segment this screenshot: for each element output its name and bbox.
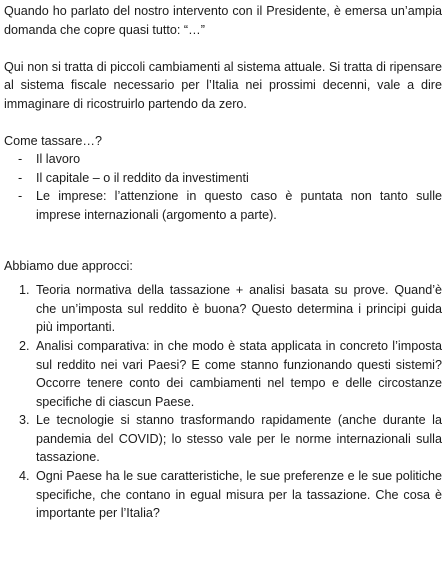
- list-item: [4, 337, 442, 411]
- list-item-text: Ogni Paese ha le sue caratteristiche, le sue preferenze e le sue politiche specifiche, che contano in egual misura per la tassazione. Che cosa è importante per l’Italia?: [36, 469, 442, 521]
- list-item-text: Le imprese: l’attenzione in questo caso è puntata non tanto sulle imprese internazionali (argomento a parte).: [36, 189, 442, 222]
- list-item-text: Teoria normativa della tassazione + analisi basata su prove. Quand’è che un’imposta sul reddito è buona? Questo determina i principi guida più importanti.: [36, 283, 442, 335]
- spacer: [4, 225, 442, 241]
- list-item-text: Il capitale – o il reddito da investimenti: [36, 170, 249, 185]
- dash-bullet-icon: -: [18, 189, 23, 204]
- list-number: 4.: [19, 469, 30, 484]
- list-item-text: Il lavoro: [36, 152, 81, 167]
- spacer: [4, 39, 442, 58]
- list-item: [4, 281, 442, 337]
- spacer: [4, 114, 442, 132]
- list-item: [4, 169, 442, 188]
- list-item-text: Le tecnologie si stanno trasformando rapidamente (anche durante la pandemia del COVID); lo stesso vale per le norme internazionali sulla tassazione.: [36, 413, 442, 465]
- document-page: [4, 2, 442, 523]
- context-paragraph: Qui non si tratta di piccoli cambiamenti al sistema attuale. Si tratta di ripensare al sistema fiscale necessario per l’Italia nei prossimi decenni, vale a dire immaginare di ricostruirlo partendo da zero.: [4, 59, 442, 111]
- question-line: Come tassare…?: [4, 133, 102, 148]
- list-item-text: Analisi comparativa: in che modo è stata applicata in concreto l’imposta sul reddito nei vari Paesi? E come stanno funzionando questi sistemi? Occorre tenere conto dei cambiamenti nel tempo e delle circostanze specifiche di ciascun Paese.: [36, 338, 442, 409]
- approaches-list: [4, 281, 442, 523]
- list-item: [4, 411, 442, 467]
- list-item: [4, 150, 442, 169]
- spacer: [4, 241, 442, 257]
- approaches-heading: Abbiamo due approcci:: [4, 258, 133, 273]
- tax-items-list: [4, 150, 442, 224]
- dash-bullet-icon: -: [18, 170, 23, 185]
- list-number: 3.: [19, 413, 30, 428]
- intro-paragraph: Quando ho parlato del nostro intervento con il Presidente, è emersa un’ampia domanda che copre quasi tutto: “…”: [4, 4, 442, 37]
- list-item: [4, 467, 442, 523]
- list-number: 1.: [19, 283, 30, 298]
- dash-bullet-icon: -: [18, 152, 23, 167]
- list-item: [4, 187, 442, 224]
- list-number: 2.: [19, 338, 30, 353]
